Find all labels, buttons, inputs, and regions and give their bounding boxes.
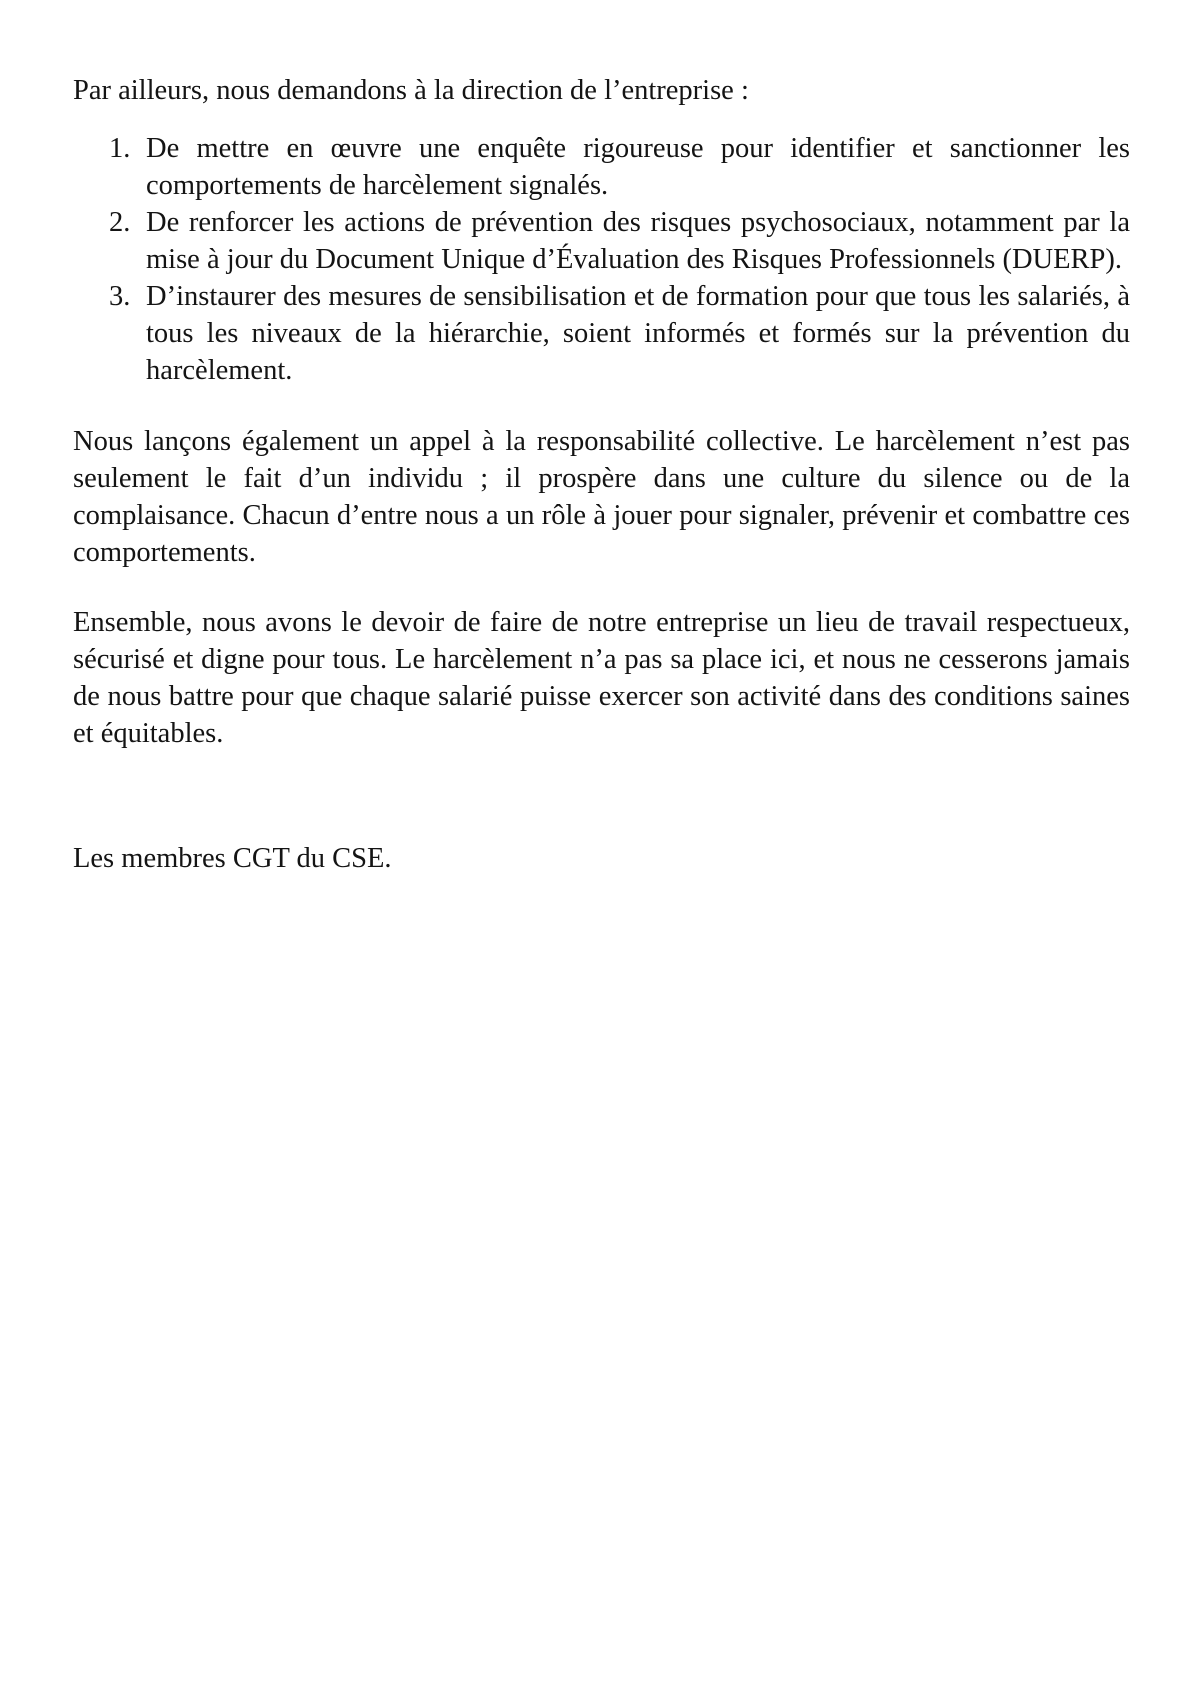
list-item-text: De renforcer les actions de prévention des risques psychosociaux, notamment par la mise à jour du Document Unique d’Évaluation des Risques Professionnels (DUERP). xyxy=(146,207,1130,275)
together-paragraph: Ensemble, nous avons le devoir de faire de notre entreprise un lieu de travail respectueux, sécurisé et digne pour tous. Le harcèlement n’a pas sa place ici, et nous ne cesserons jamais de nous battre pour que chaque salarié puisse exercer son activité dans des conditions saines et équitables. xyxy=(73,607,1130,749)
list-item-text: De mettre en œuvre une enquête rigoureuse pour identifier et sanctionner les comportements de harcèlement signalés. xyxy=(146,133,1130,201)
signature: Les membres CGT du CSE. xyxy=(73,843,392,874)
collective-responsibility-paragraph: Nous lançons également un appel à la responsabilité collective. Le harcèlement n’est pas seulement le fait d’un individu ; il prospère dans une culture du silence ou de la complaisance. Chacun d’entre nous a un rôle à jouer pour signaler, prévenir et combattre ces comportements. xyxy=(73,426,1130,568)
list-item-text: D’instaurer des mesures de sensibilisation et de formation pour que tous les salariés, à tous les niveaux de la hiérarchie, soient informés et formés sur la prévention du harcèlement. xyxy=(146,281,1130,386)
list-item-number: 1. xyxy=(109,133,131,164)
list-item-number: 3. xyxy=(109,281,131,312)
list-item xyxy=(73,130,1130,204)
demands-list xyxy=(73,130,1130,389)
list-item-number: 2. xyxy=(109,207,131,238)
list-item xyxy=(73,278,1130,389)
list-item xyxy=(73,204,1130,278)
document-body xyxy=(73,72,1130,877)
intro-paragraph: Par ailleurs, nous demandons à la direction de l’entreprise : xyxy=(73,75,749,106)
